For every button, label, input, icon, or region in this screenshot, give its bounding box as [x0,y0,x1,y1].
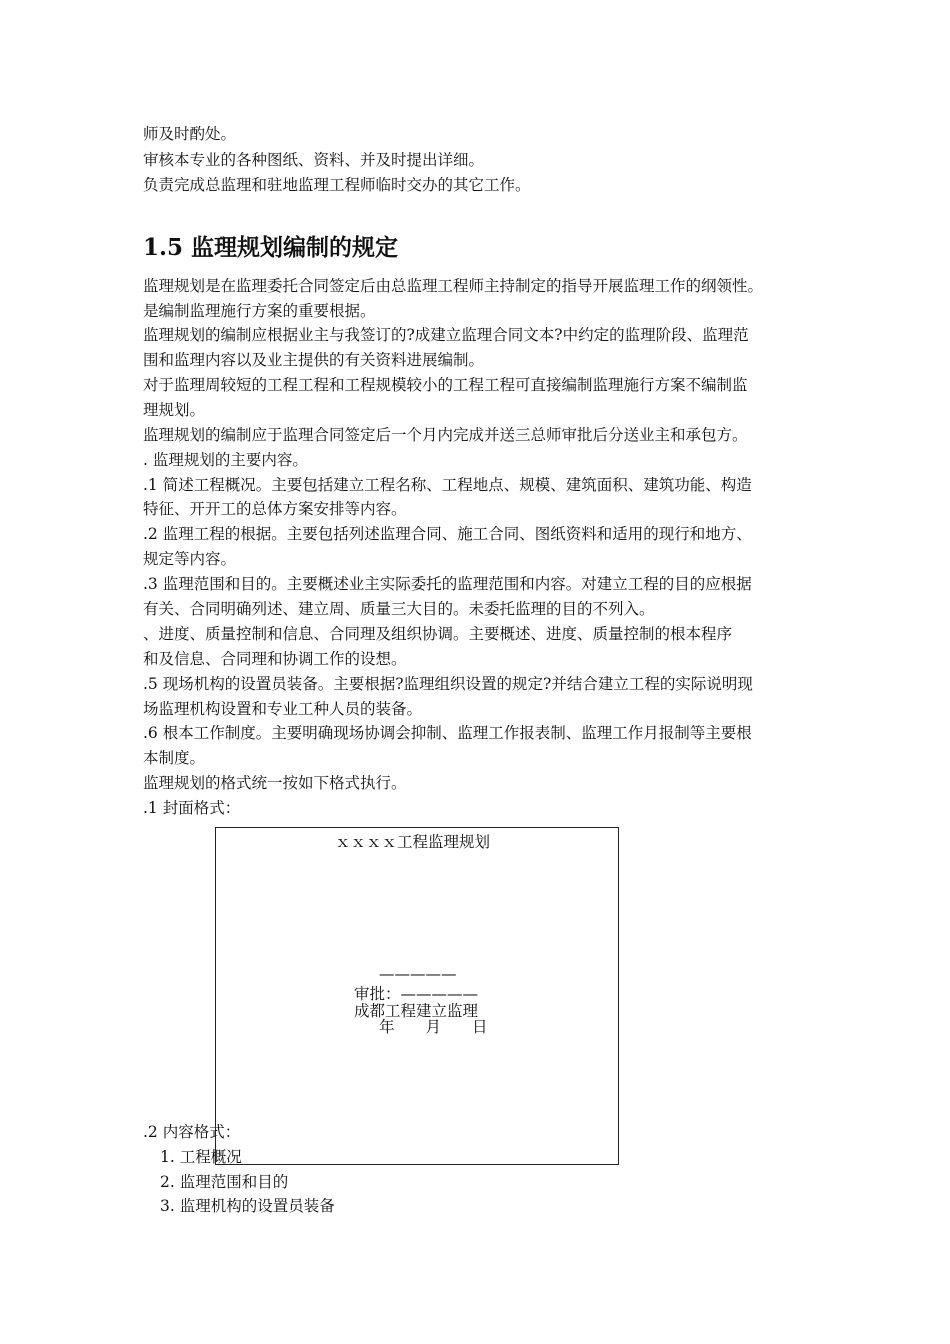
paragraph-line: 、进度、质量控制和信息、合同理及组织协调。主要概述、进度、质量控制的根本程序 [143,625,733,643]
paragraph-line: 本制度。 [143,749,206,767]
paragraph-line: 规定等内容。 [143,550,237,568]
paragraph-line: 场监理机构设置和专业工种人员的装备。 [143,700,423,718]
paragraph-line: 师及时酌处。 [143,125,237,143]
paragraph-line: 理规划。 [143,401,206,419]
cover-title: ｘｘｘｘ工程监理规划 [335,833,491,851]
cover-company: 成都工程建立监理 [354,1002,479,1020]
paragraph-line: .5 现场机构的设置员装备。主要根据?监理组织设置的规定?并结合建立工程的实际说明现 [143,675,753,693]
cover-format-box [215,827,619,1165]
cover-approval: 审批：————— [354,985,479,1003]
list-item: 2. 监理范围和目的 [160,1173,289,1191]
paragraph-line: .2 监理工程的根据。主要包括列述监理合同、施工合同、图纸资料和适用的现行和地方、 [143,525,752,543]
list-item: 3. 监理机构的设置员装备 [160,1197,335,1215]
paragraph-line: 特征、开开工的总体方案安排等内容。 [143,500,407,518]
cover-date: 年 月 日 [379,1018,488,1036]
paragraph-line: 监理规划的编制应于监理合同签定后一个月内完成并送三总师审批后分送业主和承包方。 [143,426,748,444]
cover-blank-line: ————— [379,965,457,983]
paragraph-line: 和及信息、合同理和协调工作的设想。 [143,650,407,668]
paragraph-line: 负责完成总监理和驻地监理工程师临时交办的其它工作。 [143,176,531,194]
paragraph-line: 监理规划的格式统一按如下格式执行。 [143,774,407,792]
paragraph-line: 对于监理周较短的工程工程和工程规模较小的工程工程可直接编制监理施行方案不编制监 [143,376,748,394]
paragraph-line: 是编制监理施行方案的重要根据。 [143,302,376,320]
paragraph-line: .3 监理范围和目的。主要概述业主实际委托的监理范围和内容。对建立工程的目的应根据 [143,575,752,593]
content-format-label: .2 内容格式： [143,1123,241,1141]
paragraph-line: .6 根本工作制度。主要明确现场协调会抑制、监理工作报表制、监理工作月报制等主要根 [143,724,752,742]
paragraph-line: 审核本专业的各种图纸、资料、并及时提出详细。 [143,151,485,169]
paragraph-line: 围和监理内容以及业主提供的有关资料进展编制。 [143,351,485,369]
paragraph-line: 监理规划是在监理委托合同签定后由总监理工程师主持制定的指导开展监理工作的纲领性。 [143,277,764,295]
paragraph-line: 监理规划的编制应根据业主与我签订的?成建立监理合同文本?中约定的监理阶段、监理范 [143,326,749,344]
section-heading: 1.5 监理规划编制的规定 [143,234,399,261]
paragraph-line: .1 简述工程概况。主要包括建立工程名称、工程地点、规模、建筑面积、建筑功能、构造 [143,476,752,494]
list-item: 1. 工程概况 [160,1148,242,1166]
paragraph-line: .1 封面格式： [143,799,241,817]
paragraph-line: 有关、合同明确列述、建立周、质量三大目的。未委托监理的目的不列入。 [143,600,655,618]
paragraph-line: . 监理规划的主要内容。 [143,451,308,469]
